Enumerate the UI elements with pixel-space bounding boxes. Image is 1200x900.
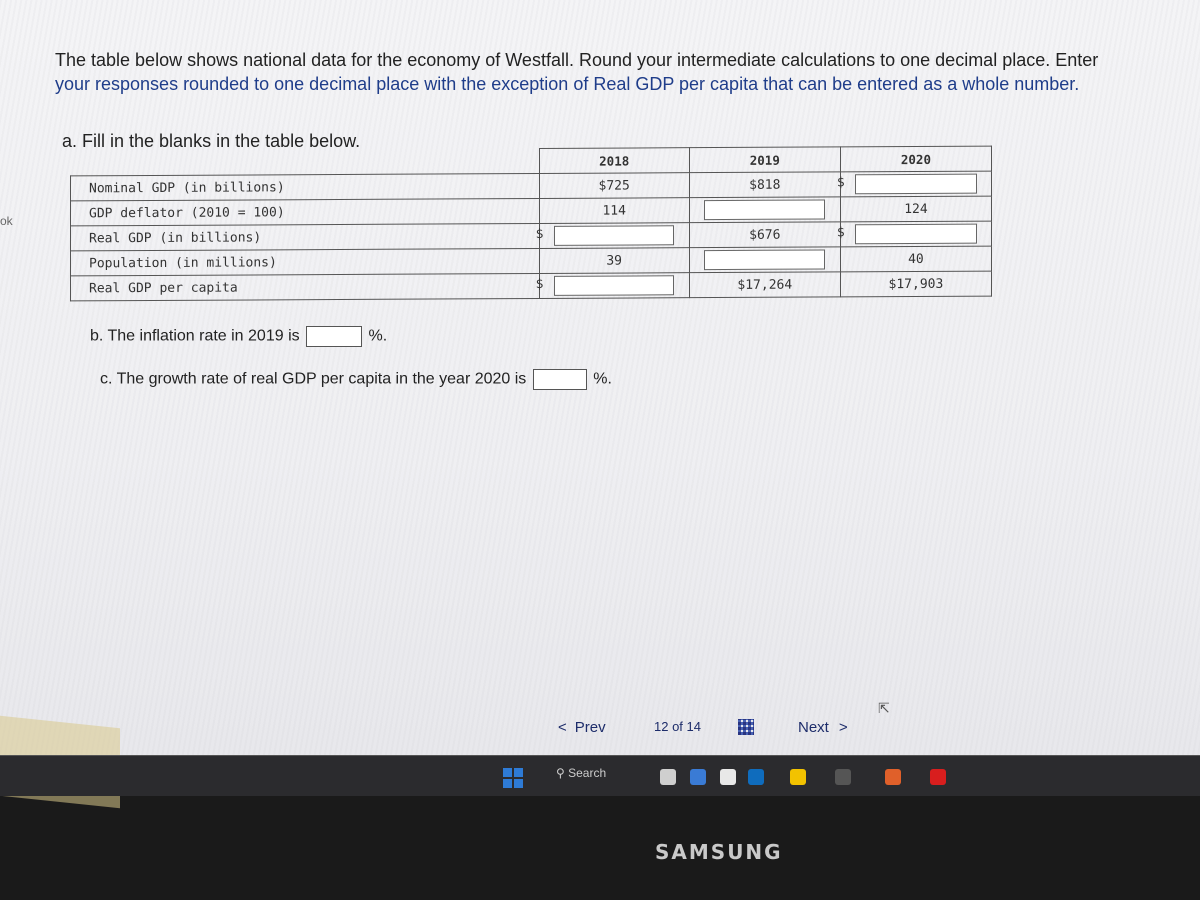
monitor-brand-logo: SAMSUNG [655,840,783,864]
part-b-question [90,326,387,347]
row-label-population: Population (in millions) [71,248,540,275]
prev-label: Prev [574,719,606,736]
acrobat-icon[interactable] [930,769,946,785]
nominal-gdp-2020-input[interactable] [855,174,976,195]
question-prompt [55,48,1195,96]
mail-icon[interactable] [720,769,736,785]
gdp-deflator-2019-input[interactable] [704,199,825,220]
currency-sign: $ [535,226,544,242]
outlook-icon[interactable] [748,769,764,785]
header-2019: 2019 [689,147,840,173]
windows-start-icon[interactable] [503,768,523,788]
nominal-gdp-2018: $725 [539,173,689,199]
side-fragment-text: ok [0,214,13,228]
windows-taskbar [0,755,1200,796]
chevron-right-icon: > [838,719,848,736]
task-view-icon[interactable] [660,769,676,785]
gdp-deflator-2018: 114 [539,198,689,224]
row-label-gdp-deflator: GDP deflator (2010 = 100) [71,198,540,225]
currency-sign: $ [535,276,544,292]
part-c-text: c. The growth rate of real GDP per capita in the year 2020 is [100,370,527,388]
nominal-gdp-2020-cell [836,171,991,197]
gdp-deflator-2020: 124 [840,196,991,222]
real-gdp-per-capita-2019: $17,264 [689,272,840,298]
mouse-cursor-icon: ⇱ [878,700,890,716]
nominal-gdp-2019: $818 [689,172,840,198]
taskbar-search[interactable]: ⚲ Search [556,766,607,780]
gdp-data-table [70,146,992,302]
real-gdp-per-capita-2018-cell [535,273,689,299]
population-2019-cell [689,247,840,273]
real-gdp-2019: $676 [689,222,840,248]
next-label: Next [798,719,829,736]
header-2020: 2020 [840,146,991,172]
population-2019-input[interactable] [704,249,825,270]
population-2020: 40 [840,246,991,272]
prev-button[interactable] [558,719,606,736]
question-navigation [550,712,880,742]
table-row [71,271,992,301]
app-icon[interactable] [835,769,851,785]
real-gdp-2018-input[interactable] [554,225,675,246]
prompt-line-2: your responses rounded to one decimal place with the exception of Real GDP per capita that can be entered as a whole number. [55,74,1080,94]
chrome-icon[interactable] [885,769,901,785]
row-label-real-gdp-per-capita: Real GDP per capita [71,273,540,300]
gdp-deflator-2019-cell [689,197,840,223]
population-2018: 39 [539,248,689,274]
taskbar-search-label: Search [568,766,607,780]
real-gdp-2020-input[interactable] [855,224,976,245]
row-label-real-gdp: Real GDP (in billions) [71,223,540,250]
real-gdp-2020-cell [836,221,991,247]
real-gdp-per-capita-2020: $17,903 [840,271,991,297]
part-b-unit: %. [368,327,388,345]
prompt-line-1: The table below shows national data for the economy of Westfall. Round your intermediate calculations to one decimal place. Enter [55,50,1099,70]
currency-sign: $ [836,225,845,241]
edge-browser-icon[interactable] [690,769,706,785]
header-2018: 2018 [539,148,689,174]
part-c-unit: %. [593,370,612,388]
page-indicator: 12 of 14 [654,719,701,734]
real-gdp-per-capita-2018-input[interactable] [554,275,675,296]
file-explorer-icon[interactable] [790,769,806,785]
chevron-left-icon: < [558,719,567,736]
header-blank [71,148,540,175]
next-button[interactable] [798,719,848,736]
row-label-nominal-gdp: Nominal GDP (in billions) [71,173,540,200]
growth-rate-input[interactable] [533,369,587,390]
real-gdp-2018-cell [535,223,689,249]
part-c-question [100,369,612,390]
part-a-label: a. Fill in the blanks in the table below. [62,131,361,151]
part-b-text: b. The inflation rate in 2019 is [90,327,300,345]
grid-overview-icon[interactable] [738,719,754,735]
currency-sign: $ [836,175,845,191]
data-table-wrapper [70,146,992,301]
inflation-rate-input[interactable] [306,326,362,347]
